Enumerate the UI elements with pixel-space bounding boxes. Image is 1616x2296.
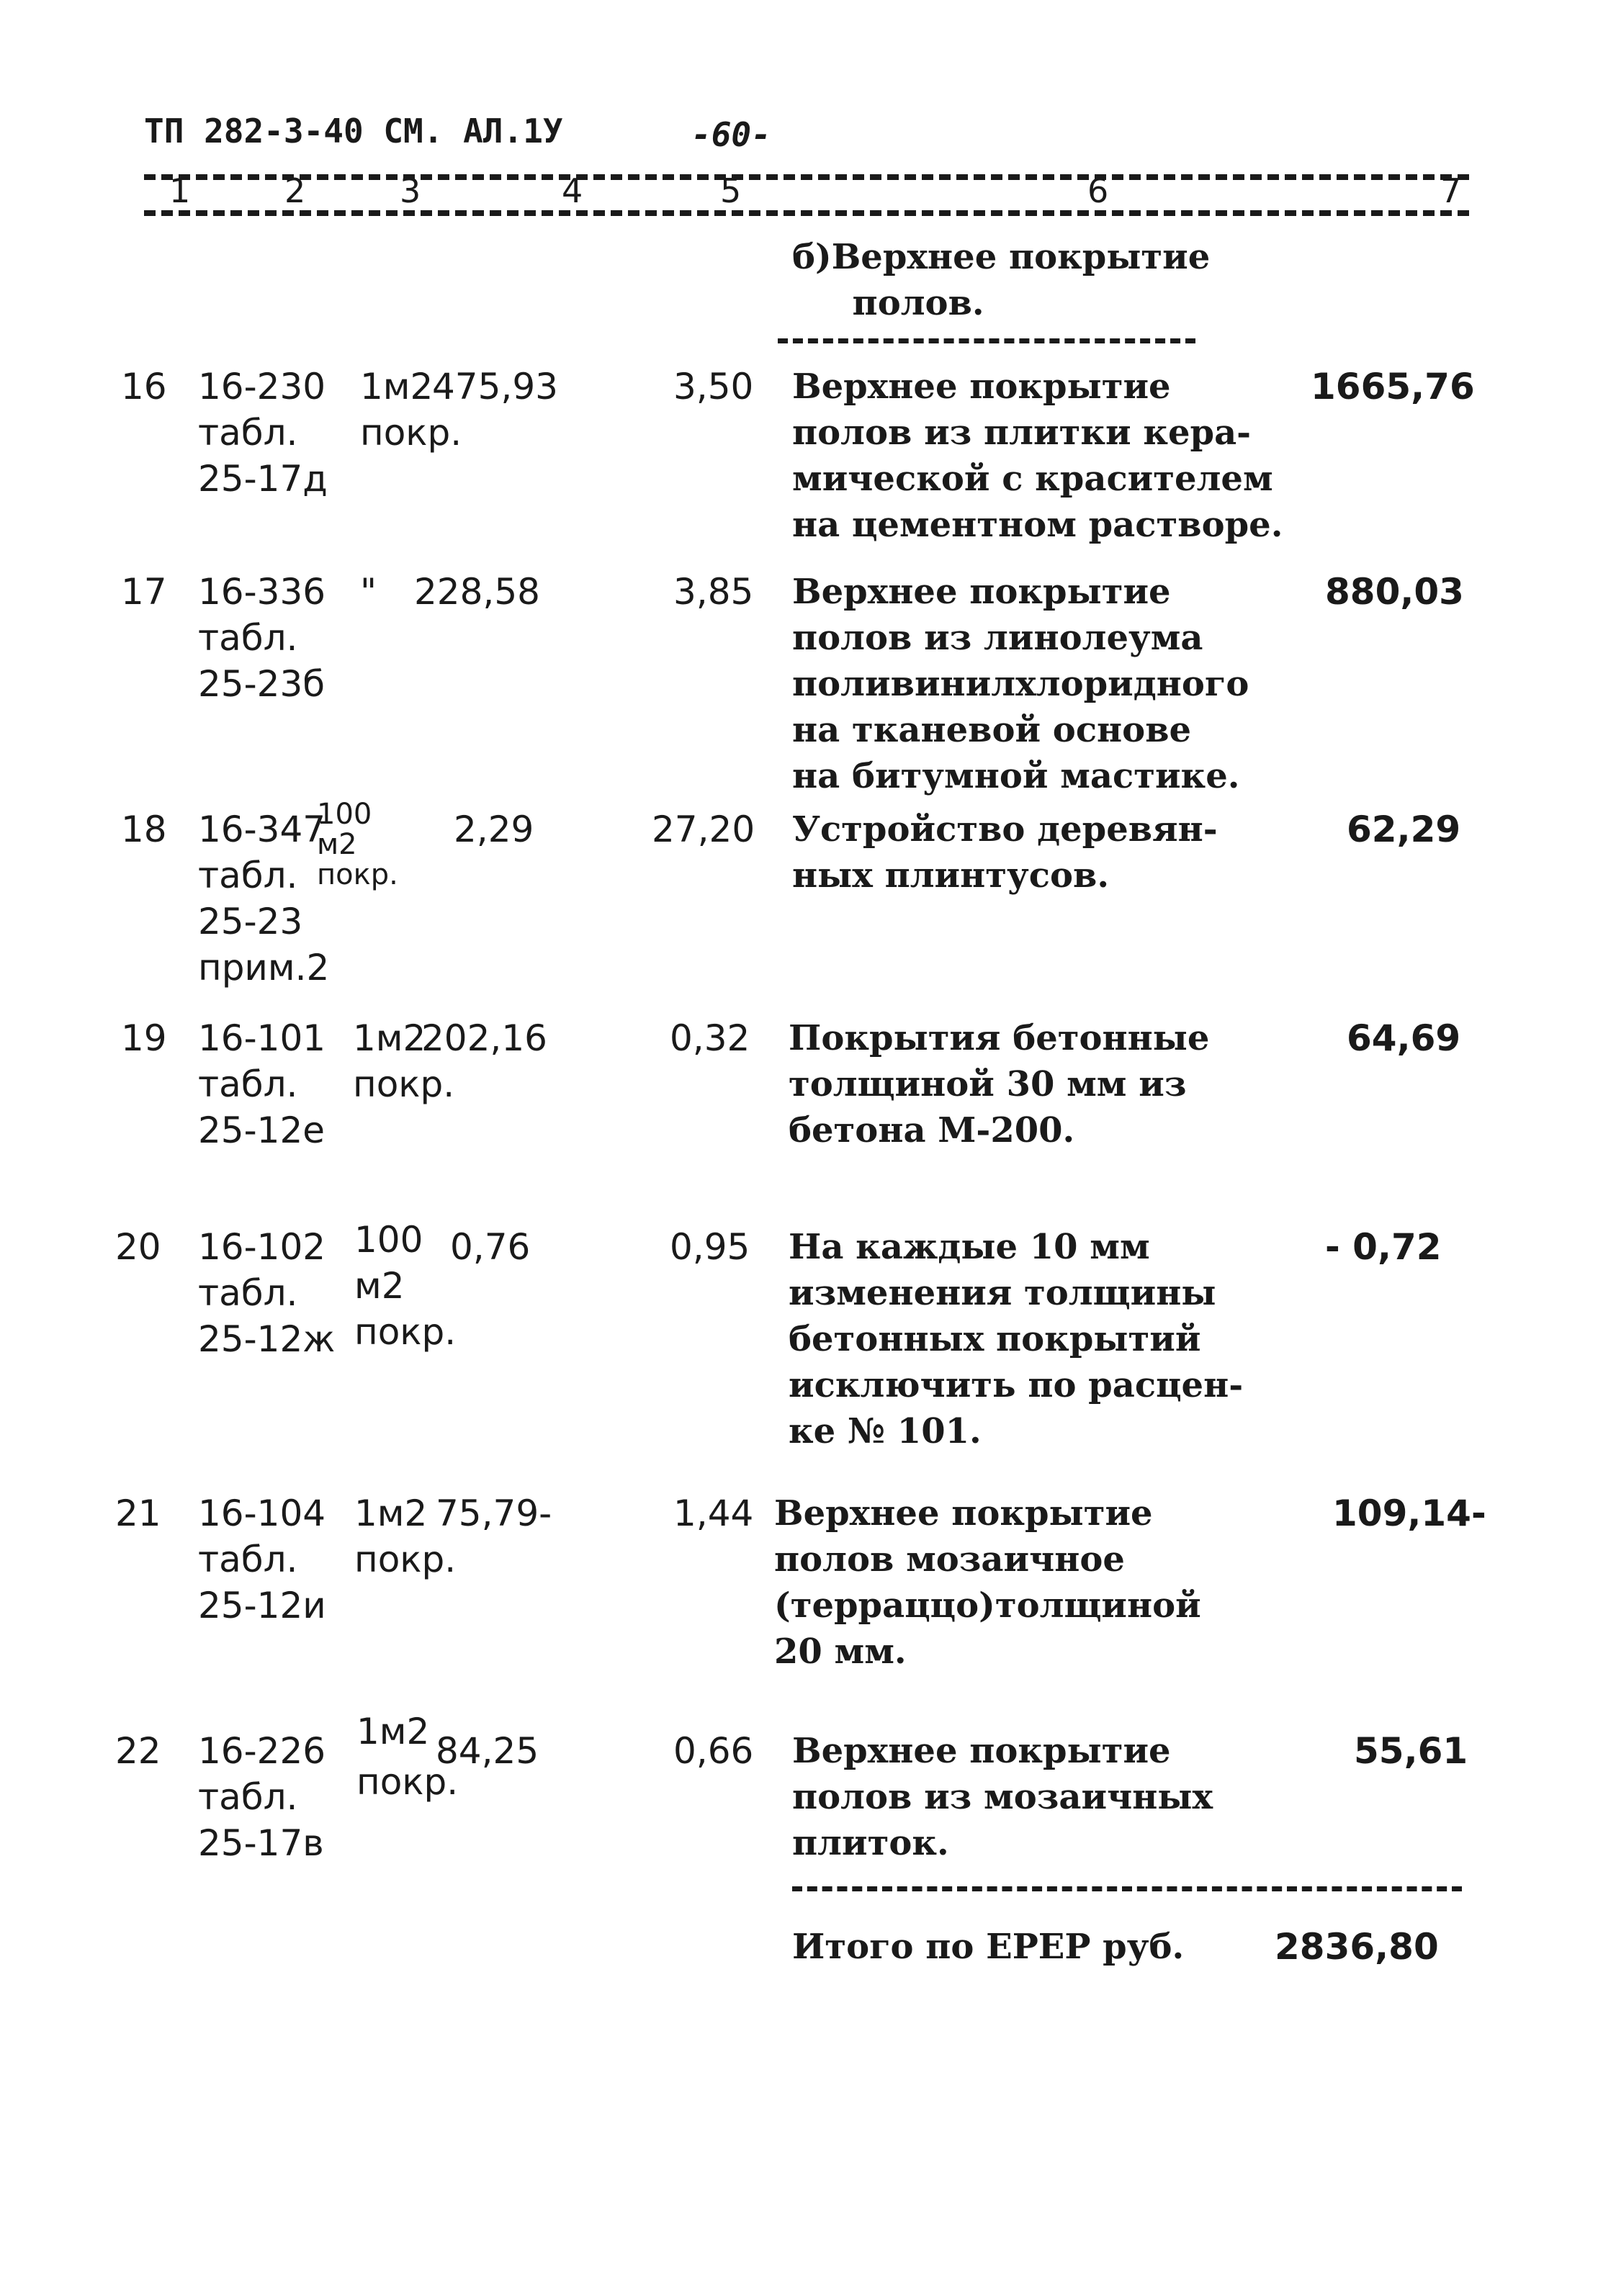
row-quantity: 228,58: [414, 571, 540, 613]
row-unit: ": [360, 571, 377, 613]
row-description: Верхнее покрытие полов из мозаичных плиток.: [792, 1731, 1213, 1863]
row-quantity: 202,16: [421, 1017, 547, 1059]
row-quantity: 75,79-: [436, 1493, 552, 1534]
row-description: Устройство деревян- ных плинтусов.: [792, 809, 1218, 896]
page-number: -60-: [691, 115, 771, 154]
summary-label: Итого по ЕРЕР руб.: [792, 1927, 1185, 1967]
row-total: 55,61: [1354, 1730, 1468, 1772]
row-description: На каждые 10 мм изменения толщины бетонных покрытий исключить по расцен- ке № 101.: [789, 1227, 1244, 1451]
row-quantity: 2,29: [454, 809, 534, 850]
row-total: 1665,76: [1311, 366, 1475, 408]
row-code: 16-101 табл. 25-12е: [198, 1017, 326, 1151]
row-unit: 1м2 покр.: [356, 1711, 459, 1803]
column-number-3: 3: [400, 171, 421, 210]
row-unit: 100 м2 покр.: [317, 798, 398, 891]
row-description: Покрытия бетонные толщиной 30 мм из бетона М-200.: [789, 1018, 1210, 1151]
row-description: Верхнее покрытие полов из плитки кера- мической с красителем на цементном растворе.: [792, 366, 1283, 545]
row-code: 16-102 табл. 25-12ж: [198, 1226, 336, 1360]
row-quantity: 84,25: [436, 1730, 539, 1772]
row-unit-price: 3,85: [673, 571, 754, 613]
column-number-7: 7: [1440, 171, 1462, 210]
row-unit-price: 0,32: [670, 1017, 750, 1059]
row-number: 17: [121, 571, 167, 613]
column-number-2: 2: [284, 171, 306, 210]
row-quantity: 475,93: [432, 366, 558, 408]
row-total: 62,29: [1347, 809, 1461, 850]
row-total: 109,14-: [1332, 1493, 1486, 1534]
row-code: 16-226 табл. 25-17в: [198, 1730, 326, 1864]
row-unit: 1м2 покр.: [354, 1493, 457, 1580]
row-unit-price: 27,20: [652, 809, 755, 850]
column-number-1: 1: [169, 171, 191, 210]
column-number-5: 5: [720, 171, 742, 210]
row-number: 21: [115, 1493, 161, 1534]
row-description: Верхнее покрытие полов мозаичное (терраццо)толщиной 20 мм.: [774, 1493, 1201, 1672]
row-code: 16-336 табл. 25-23б: [198, 571, 326, 705]
row-unit-price: 0,95: [670, 1226, 750, 1268]
section-title-rule: [778, 338, 1195, 343]
row-unit-price: 1,44: [673, 1493, 754, 1534]
row-code: 16-104 табл. 25-12и: [198, 1493, 326, 1626]
document-code: ТП 282-3-40 СМ. АЛ.1У: [144, 112, 563, 150]
column-number-4: 4: [562, 171, 583, 210]
row-code: 16-347 табл. 25-23 прим.2: [198, 809, 330, 989]
row-unit: 100 м2 покр.: [354, 1219, 457, 1353]
row-total: 880,03: [1325, 571, 1464, 613]
row-unit: 1м2 покр.: [360, 366, 462, 454]
row-unit-price: 3,50: [673, 366, 754, 408]
column-number-6: 6: [1087, 171, 1109, 210]
row-number: 22: [115, 1730, 161, 1772]
row-number: 16: [121, 366, 167, 408]
row-number: 18: [121, 809, 167, 850]
column-header-top-rule: [144, 174, 1469, 180]
row-number: 19: [121, 1017, 167, 1059]
row-total: - 0,72: [1325, 1226, 1442, 1268]
section-title: б)Верхнее покрытие полов.: [792, 237, 1211, 323]
summary-total: 2836,80: [1275, 1926, 1439, 1968]
row-total: 64,69: [1347, 1017, 1461, 1059]
row-code: 16-230 табл. 25-17д: [198, 366, 328, 500]
row-number: 20: [115, 1226, 161, 1268]
row-unit-price: 0,66: [673, 1730, 754, 1772]
row-unit: 1м2 покр.: [353, 1017, 455, 1105]
row-quantity: 0,76: [450, 1226, 531, 1268]
row-description: Верхнее покрытие полов из линолеума поливинилхлоридного на тканевой основе на битумной мастике.: [792, 572, 1249, 796]
column-header-bottom-rule: [144, 210, 1469, 216]
summary-rule: [792, 1886, 1462, 1891]
